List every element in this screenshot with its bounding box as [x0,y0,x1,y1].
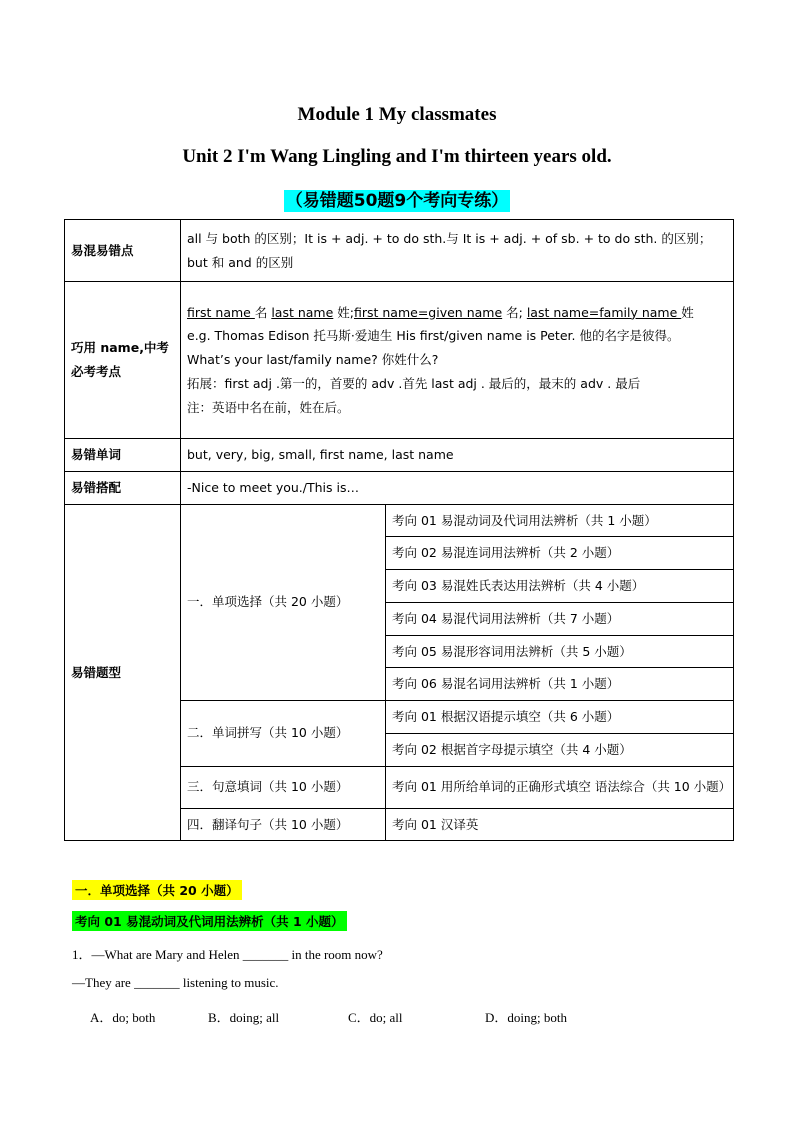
question-type: 一．单项选择（共 20 小题） [181,504,386,701]
text-fragment: 名 [254,304,272,320]
row-label: 易错搭配 [65,471,181,504]
row-content: but, very, big, small, first name, last name [181,439,734,472]
question-stem: 1．—What are Mary and Helen _______ in the room now? [72,947,383,962]
focus-item: 考向 06 易混名词用法辨析（共 1 小题） [386,668,734,701]
focus-item: 考向 01 根据汉语提示填空（共 6 小题） [386,701,734,734]
row-content: all 与 both 的区别；It is + adj. + to do sth.与 It is + adj. + of sb. + to do sth. 的区别； but 和 and 的区别 [181,220,734,282]
question-response: —They are _______ listening to music. [72,975,279,990]
focus-item: 考向 01 汉译英 [386,808,734,841]
section-subheading: 考向 01 易混动词及代词用法辨析（共 1 小题） [72,911,347,931]
question-type: 二．单词拼写（共 10 小题） [181,701,386,767]
table-row [65,471,734,504]
name-line-4: 拓展：first adj .第一的，首要的 adv .首先 last adj . 最后的，最末的 adv . 最后 [187,375,641,391]
option-d: D．doing; both [485,1010,567,1025]
option-a: A．do; both [90,1010,156,1025]
subtitle-text: （易错题50题9个考向专练） [285,191,509,211]
row-content [181,282,734,439]
table-row [65,282,734,439]
row-content: -Nice to meet you./This is… [181,471,734,504]
summary-table [64,219,734,841]
table-row [65,504,734,537]
family-name-term: last name=family name [526,304,682,320]
name-line-1 [187,301,727,325]
option-c: C．do; all [348,1010,403,1025]
name-line-3: What’s your last/family name? 你姓什么? [187,352,439,368]
option-b: B．doing; all [208,1010,280,1025]
focus-item: 考向 05 易混形容词用法辨析（共 5 小题） [386,635,734,668]
name-line-2: e.g. Thomas Edison 托马斯·爱迪生 His first/given name is Peter. 他的名字是彼得。 [187,328,680,344]
subtitle-banner [0,186,794,211]
row-label: 巧用 name,中考必考考点 [65,282,181,439]
focus-item: 考向 01 易混动词及代词用法辨析（共 1 小题） [386,504,734,537]
row-label: 易错题型 [65,504,181,841]
row-label: 易错单词 [65,439,181,472]
first-name-term: first name [187,304,255,320]
name-line-5: 注：英语中名在前，姓在后。 [187,399,350,415]
text-fragment: 姓; [333,304,354,320]
last-name-term: last name [271,304,334,320]
table-row [65,220,734,282]
focus-item: 考向 02 根据首字母提示填空（共 4 小题） [386,733,734,766]
question-type: 四．翻译句子（共 10 小题） [181,808,386,841]
focus-item: 考向 04 易混代词用法辨析（共 7 小题） [386,602,734,635]
given-name-term: first name=given name [353,304,503,320]
row-label: 易混易错点 [65,220,181,282]
text-fragment: 名; [502,304,527,320]
unit-title: Unit 2 I'm Wang Lingling and I'm thirteen years old. [182,146,612,167]
focus-item: 考向 02 易混连词用法辨析（共 2 小题） [386,537,734,570]
table-row [65,439,734,472]
question-type: 三．句意填词（共 10 小题） [181,766,386,808]
text-fragment: 姓 [681,304,694,320]
module-title: Module 1 My classmates [297,104,497,125]
focus-item: 考向 03 易混姓氏表达用法辨析（共 4 小题） [386,570,734,603]
section-heading: 一．单项选择（共 20 小题） [72,880,242,900]
focus-item: 考向 01 用所给单词的正确形式填空 语法综合（共 10 小题） [386,766,734,808]
